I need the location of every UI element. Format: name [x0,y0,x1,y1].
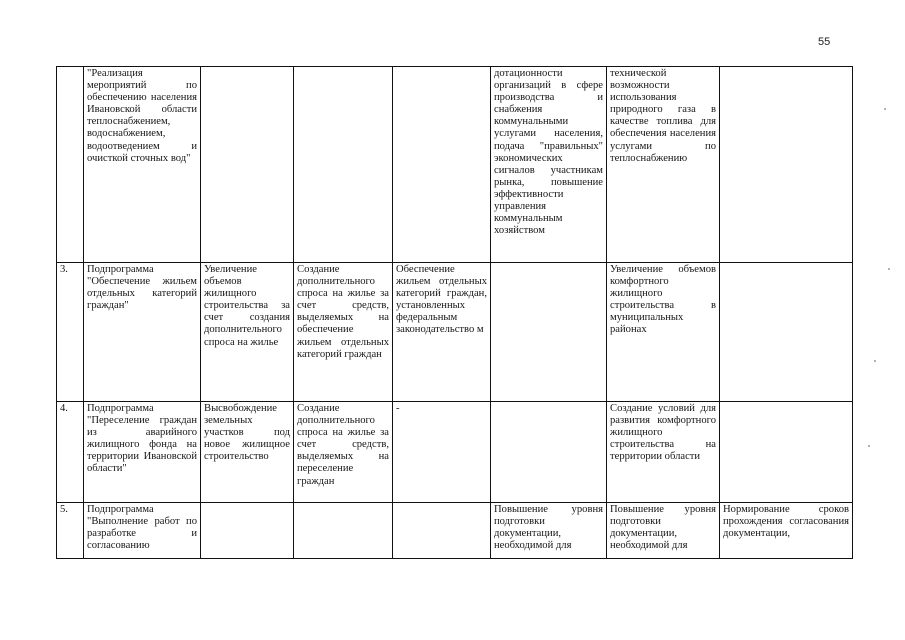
table-cell [491,402,607,503]
table-cell: технической возможности использования природного газа в качестве топлива для обеспечения населения услугами по теплоснабжению [607,67,720,263]
table-cell: Повышение уровня подготовки документации, необходимой для [491,503,607,559]
program-name-cell: Подпрограмма "Переселение граждан из аварийного жилищного фонда на территории Ивановской области" [84,402,201,503]
table-cell [201,67,294,263]
program-name-cell: Подпрограмма "Обеспечение жильем отдельных категорий граждан" [84,263,201,402]
table-cell: Создание дополнительного спроса на жилье за счет средств, выделяемых на обеспечение жильем отдельных категорий граждан [294,263,393,402]
table-cell [720,402,853,503]
table-cell [294,67,393,263]
scan-speck [884,108,886,110]
table-cell: Повышение уровня подготовки документации, необходимой для [607,503,720,559]
page-number: 55 [818,36,831,48]
table-cell [393,503,491,559]
table-cell [720,67,853,263]
table-cell [294,503,393,559]
row-number-cell: 4. [57,402,84,503]
table-cell: - [393,402,491,503]
table-cell [491,263,607,402]
table-cell: Увеличение объемов жилищного строительства за счет создания дополнительного спроса на жилье [201,263,294,402]
scan-speck [868,445,870,447]
table-cell [201,503,294,559]
scan-speck [888,268,890,270]
table-row [57,263,853,402]
table-cell: дотационности организаций в сфере производства и снабжения коммунальными услугами населения, подача "правильных" экономических сигналов участникам рынка, повышение эффективности управления коммунальным хозяйством [491,67,607,263]
table-cell: Увеличение объемов комфортного жилищного строительства в муниципальных районах [607,263,720,402]
row-number-cell: 5. [57,503,84,559]
table-cell [393,67,491,263]
row-number-cell: 3. [57,263,84,402]
table-cell [720,263,853,402]
table-row [57,402,853,503]
table-cell: Создание условий для развития комфортного жилищного строительства на территории области [607,402,720,503]
table-cell: Создание дополнительного спроса на жилье за счет средств, выделяемых на переселение граждан [294,402,393,503]
table-cell: Нормирование сроков прохождения согласования документации, [720,503,853,559]
table-cell: Обеспечение жильем отдельных категорий граждан, установленных федеральным законодательство м [393,263,491,402]
program-table [56,66,853,559]
table-row [57,67,853,263]
row-number-cell [57,67,84,263]
scan-speck [874,360,876,362]
table-cell: Высвобождение земельных участков под новое жилищное строительство [201,402,294,503]
program-name-cell: "Реализация мероприятий по обеспечению населения Ивановской области теплоснабжением, водоснабжением, водоотведением и очисткой сточных вод" [84,67,201,263]
program-name-cell: Подпрограмма "Выполнение работ по разработке и согласованию [84,503,201,559]
table-row [57,503,853,559]
